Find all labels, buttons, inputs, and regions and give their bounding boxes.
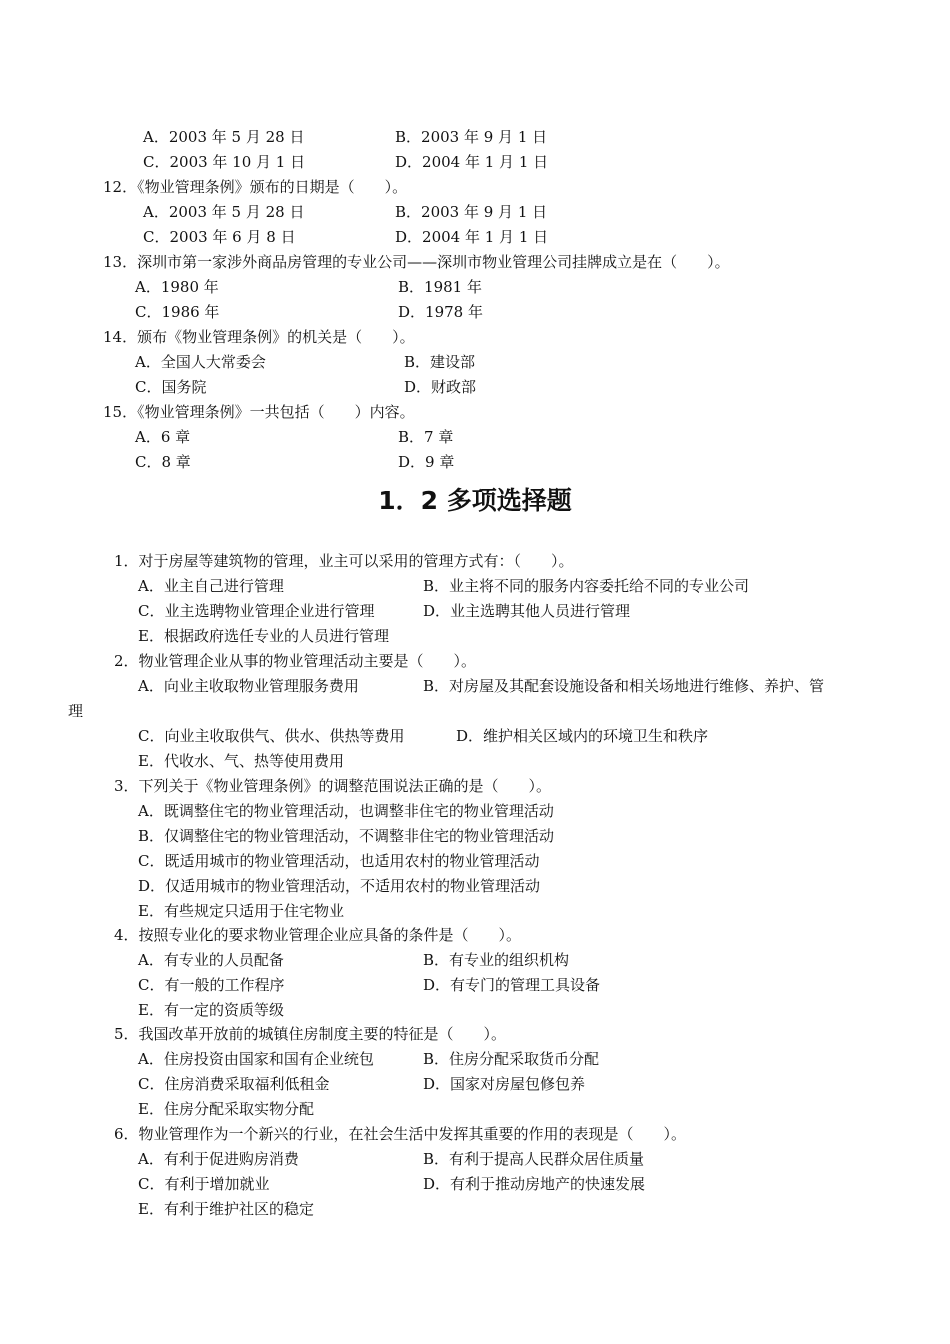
option-c: C．2003 年 10 月 1 日 (143, 153, 306, 171)
option-e: E．有些规定只适用于住宅物业 (138, 902, 344, 920)
option-a: A．2003 年 5 月 28 日 (143, 128, 305, 146)
option-a: A．有利于促进购房消费 (138, 1150, 299, 1168)
question-stem: 6．物业管理作为一个新兴的行业，在社会生活中发挥其重要的作用的表现是（ ）。 (114, 1125, 687, 1143)
option-d: D．2004 年 1 月 1 日 (395, 228, 549, 246)
option-b: B．建设部 (404, 353, 476, 371)
option-a: A．2003 年 5 月 28 日 (143, 203, 305, 221)
option-e: E．住房分配采取实物分配 (138, 1100, 314, 1118)
option-d: D．财政部 (404, 378, 477, 396)
option-d: D．维护相关区域内的环境卫生和秩序 (456, 727, 709, 745)
option-d: D．2004 年 1 月 1 日 (395, 153, 549, 171)
option-a: A．向业主收取物业管理服务费用 (138, 677, 359, 695)
option-c: C．1986 年 (135, 303, 220, 321)
option-d: D．业主选聘其他人员进行管理 (423, 602, 631, 620)
option-b: B．2003 年 9 月 1 日 (395, 128, 548, 146)
option-b: B．住房分配采取货币分配 (423, 1050, 600, 1068)
question-stem: 3．下列关于《物业管理条例》的调整范围说法正确的是（ ）。 (114, 777, 552, 795)
option-e: E．有一定的资质等级 (138, 1001, 284, 1019)
option-a: A．有专业的人员配备 (138, 951, 284, 969)
question-stem: 12．《物业管理条例》颁布的日期是（ ）。 (103, 178, 408, 196)
question-stem: 15．《物业管理条例》一共包括（ ）内容。 (103, 403, 415, 421)
option-c: C．业主选聘物业管理企业进行管理 (138, 602, 375, 620)
option-c: C．有利于增加就业 (138, 1175, 270, 1193)
option-d: D．1978 年 (398, 303, 483, 321)
question-stem: 2．物业管理企业从事的物业管理活动主要是（ ）。 (114, 652, 477, 670)
option-e: E．根据政府选任专业的人员进行管理 (138, 627, 389, 645)
option-e: E．有利于维护社区的稳定 (138, 1200, 314, 1218)
option-d: D．9 章 (398, 453, 455, 471)
option-a: A．1980 年 (135, 278, 219, 296)
option-d: D．仅适用城市的物业管理活动，不适用农村的物业管理活动 (138, 877, 541, 895)
option-b: B．业主将不同的服务内容委托给不同的专业公司 (423, 577, 750, 595)
option-c: C．有一般的工作程序 (138, 976, 285, 994)
question-stem: 5．我国改革开放前的城镇住房制度主要的特征是（ ）。 (114, 1025, 507, 1043)
option-b: B．仅调整住宅的物业管理活动，不调整非住宅的物业管理活动 (138, 827, 555, 845)
option-c: C．向业主收取供气、供水、供热等费用 (138, 727, 405, 745)
option-a: A．6 章 (135, 428, 191, 446)
section-title: 1．2 多项选择题 (378, 486, 572, 515)
question-stem: 4．按照专业化的要求物业管理企业应具备的条件是（ ）。 (114, 926, 522, 944)
option-b: B．7 章 (398, 428, 454, 446)
option-c: C．国务院 (135, 378, 207, 396)
option-b: B．2003 年 9 月 1 日 (395, 203, 548, 221)
option-c: C．8 章 (135, 453, 191, 471)
option-c: C．既适用城市的物业管理活动，也适用农村的物业管理活动 (138, 852, 540, 870)
option-e: E．代收水、气、热等使用费用 (138, 752, 344, 770)
question-stem: 13．深圳市第一家涉外商品房管理的专业公司——深圳市物业管理公司挂牌成立是在（ ）。 (103, 253, 730, 271)
option-b: B．1981 年 (398, 278, 482, 296)
option-b: B．对房屋及其配套设施设备和相关场地进行维修、养护、管 (423, 677, 825, 695)
option-d: D．有利于推动房地产的快速发展 (423, 1175, 646, 1193)
question-stem: 1．对于房屋等建筑物的管理，业主可以采用的管理方式有：（ ）。 (114, 552, 574, 570)
option-a: A．住房投资由国家和国有企业统包 (138, 1050, 374, 1068)
option-c: C．2003 年 6 月 8 日 (143, 228, 296, 246)
option-a: A．既调整住宅的物业管理活动，也调整非住宅的物业管理活动 (138, 802, 554, 820)
option-c: C．住房消费采取福利低租金 (138, 1075, 330, 1093)
option-b: B．有利于提高人民群众居住质量 (423, 1150, 645, 1168)
option-d: D．国家对房屋包修包养 (423, 1075, 586, 1093)
option-a: A．全国人大常委会 (135, 353, 266, 371)
option-a: A．业主自己进行管理 (138, 577, 284, 595)
option-d: D．有专门的管理工具设备 (423, 976, 601, 994)
option-b: B．有专业的组织机构 (423, 951, 570, 969)
question-stem: 14．颁布《物业管理条例》的机关是（ ）。 (103, 328, 415, 346)
option-b-wrap: 理 (68, 702, 84, 720)
